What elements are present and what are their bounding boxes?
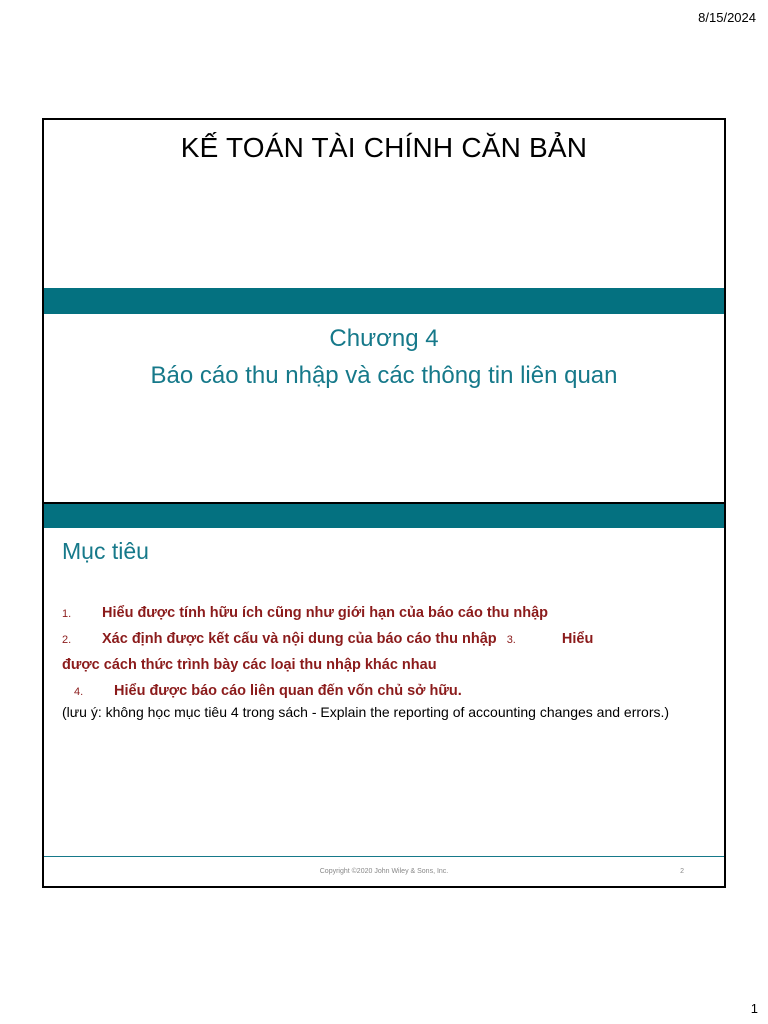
list-item (62, 600, 704, 626)
teal-band (44, 504, 724, 528)
list-text: Xác định được kết cấu và nội dung của báo cáo thu nhập (102, 631, 497, 647)
list-number: 2. (62, 634, 72, 646)
list-item (62, 626, 704, 652)
list-item (62, 652, 704, 678)
list-text: Hiểu được báo cáo liên quan đến vốn chủ sở hữu. (114, 683, 462, 699)
page-date: 8/15/2024 (698, 10, 756, 25)
slide-page-number: 2 (680, 868, 684, 875)
slide-objectives (42, 502, 726, 888)
section-heading: Mục tiêu (62, 538, 149, 564)
footer-divider (44, 856, 724, 857)
list-text: được cách thức trình bày các loại thu nhập khác nhau (62, 657, 437, 673)
list-item (62, 678, 704, 704)
course-title: KẾ TOÁN TÀI CHÍNH CĂN BẢN (180, 132, 588, 163)
list-number: 4. (74, 686, 84, 698)
slide-copyright: Copyright ©2020 John Wiley & Sons, Inc. (319, 868, 449, 875)
list-number: 1. (62, 608, 72, 620)
slide-title (42, 118, 726, 504)
list-text: Hiểu (561, 631, 594, 647)
chapter-subtitle: Báo cáo thu nhập và các thông tin liên quan (150, 362, 618, 389)
page-number: 1 (750, 1001, 758, 1016)
list-text: Hiểu được tính hữu ích cũng như giới hạn của báo cáo thu nhập (102, 605, 549, 621)
teal-band (44, 288, 724, 314)
chapter-number: Chương 4 (329, 325, 439, 352)
list-number: 3. (506, 634, 516, 646)
objectives-list (62, 600, 704, 704)
chapter-title (44, 320, 724, 394)
study-note: (lưu ý: không học mục tiêu 4 trong sách - Explain the reporting of accounting changes and errors.) (62, 704, 670, 720)
